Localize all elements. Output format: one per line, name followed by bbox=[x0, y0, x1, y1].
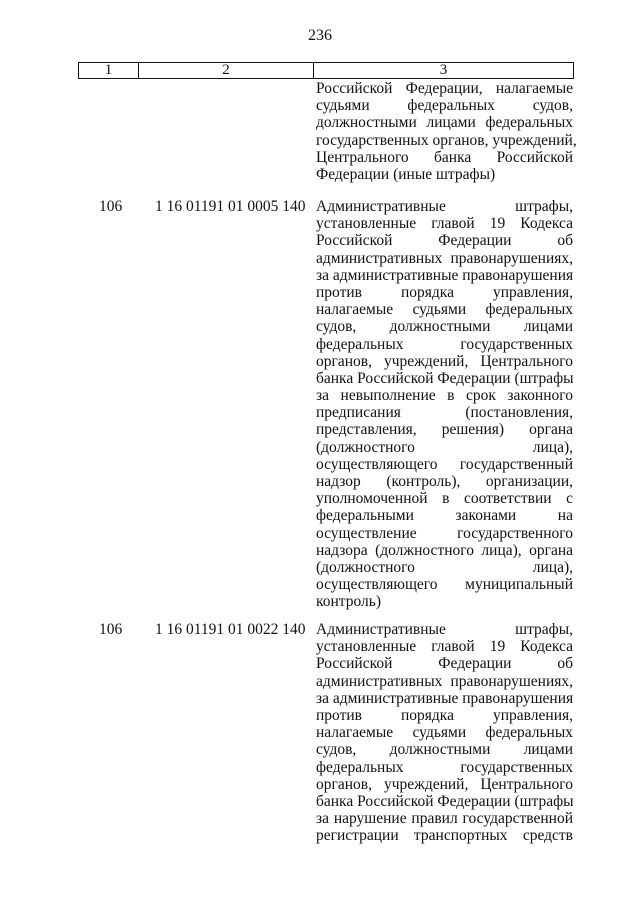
description-line: административных правонарушениях, bbox=[316, 249, 573, 267]
description-line: государственных органов, учреждений, bbox=[316, 131, 577, 149]
continuation-description bbox=[316, 80, 577, 183]
description-line: Российской Федерации, налагаемые bbox=[316, 80, 573, 97]
header-col-1: 1 bbox=[79, 63, 139, 78]
row-1-admin-code: 106 bbox=[99, 198, 123, 215]
description-line: Административные штрафы, bbox=[316, 621, 573, 638]
description-line: федеральными законами на bbox=[316, 507, 573, 525]
description-line: Центрального банка Российской bbox=[316, 148, 573, 166]
description-line: Административные штрафы, bbox=[316, 198, 573, 215]
description-line: надзора (должностного лица), органа bbox=[316, 541, 573, 559]
description-line: Российской Федерации об bbox=[316, 655, 573, 673]
description-line: осуществляющего государственный bbox=[316, 455, 573, 473]
description-line: налагаемые судьями федеральных bbox=[316, 301, 573, 319]
description-line: представления, решения) органа bbox=[316, 421, 573, 439]
description-line: за нарушение правил государственной bbox=[316, 810, 573, 828]
description-line: административных правонарушениях, bbox=[316, 672, 573, 690]
description-line: (должностного лица), bbox=[316, 438, 573, 456]
description-line: (должностного лица), bbox=[316, 558, 573, 576]
description-line: судьями федеральных судов, bbox=[316, 97, 573, 115]
description-line: банка Российской Федерации (штрафы bbox=[316, 792, 574, 810]
description-line: за невыполнение в срок законного bbox=[316, 387, 573, 405]
description-line: органов, учреждений, Центрального bbox=[316, 775, 573, 793]
description-line: федеральных государственных bbox=[316, 335, 573, 353]
description-line: судов, должностными лицами bbox=[316, 741, 573, 759]
page-number: 236 bbox=[308, 27, 332, 44]
row-1-kbk-code: 1 16 01191 01 0005 140 bbox=[155, 198, 306, 215]
description-line: предписания (постановления, bbox=[316, 404, 573, 422]
description-line: налагаемые судьями федеральных bbox=[316, 724, 573, 742]
header-col-2: 2 bbox=[139, 63, 314, 78]
description-line: судов, должностными лицами bbox=[316, 318, 573, 336]
description-line: установленные главой 19 Кодекса bbox=[316, 215, 573, 233]
row-2-kbk-code: 1 16 01191 01 0022 140 bbox=[155, 621, 306, 638]
description-line: Федерации (иные штрафы) bbox=[316, 165, 496, 183]
description-line: против порядка управления, bbox=[316, 706, 573, 724]
description-line: за административные правонарушения bbox=[316, 266, 574, 284]
description-line: федеральных государственных bbox=[316, 758, 573, 776]
description-line: осуществление государственного bbox=[316, 524, 573, 542]
description-line: Российской Федерации об bbox=[316, 232, 573, 250]
description-line: установленные главой 19 Кодекса bbox=[316, 638, 573, 656]
row-2-description bbox=[316, 621, 573, 844]
description-line: контроль) bbox=[316, 593, 382, 611]
description-line: за административные правонарушения bbox=[316, 689, 574, 707]
description-line: регистрации транспортных средств bbox=[316, 827, 573, 845]
header-col-3: 3 bbox=[439, 62, 448, 78]
row-2-admin-code: 106 bbox=[99, 621, 123, 638]
description-line: надзор (контроль), организации, bbox=[316, 473, 573, 490]
description-line: органов, учреждений, Центрального bbox=[316, 352, 573, 370]
description-line: должностными лицами федеральных bbox=[316, 114, 573, 132]
description-line: осуществляющего муниципальный bbox=[316, 576, 573, 594]
description-line: против порядка управления, bbox=[316, 283, 573, 301]
description-line: банка Российской Федерации (штрафы bbox=[316, 369, 574, 387]
table-header bbox=[78, 62, 574, 79]
row-1-description bbox=[316, 198, 573, 611]
description-line: уполномоченной в соответствии с bbox=[316, 490, 573, 508]
